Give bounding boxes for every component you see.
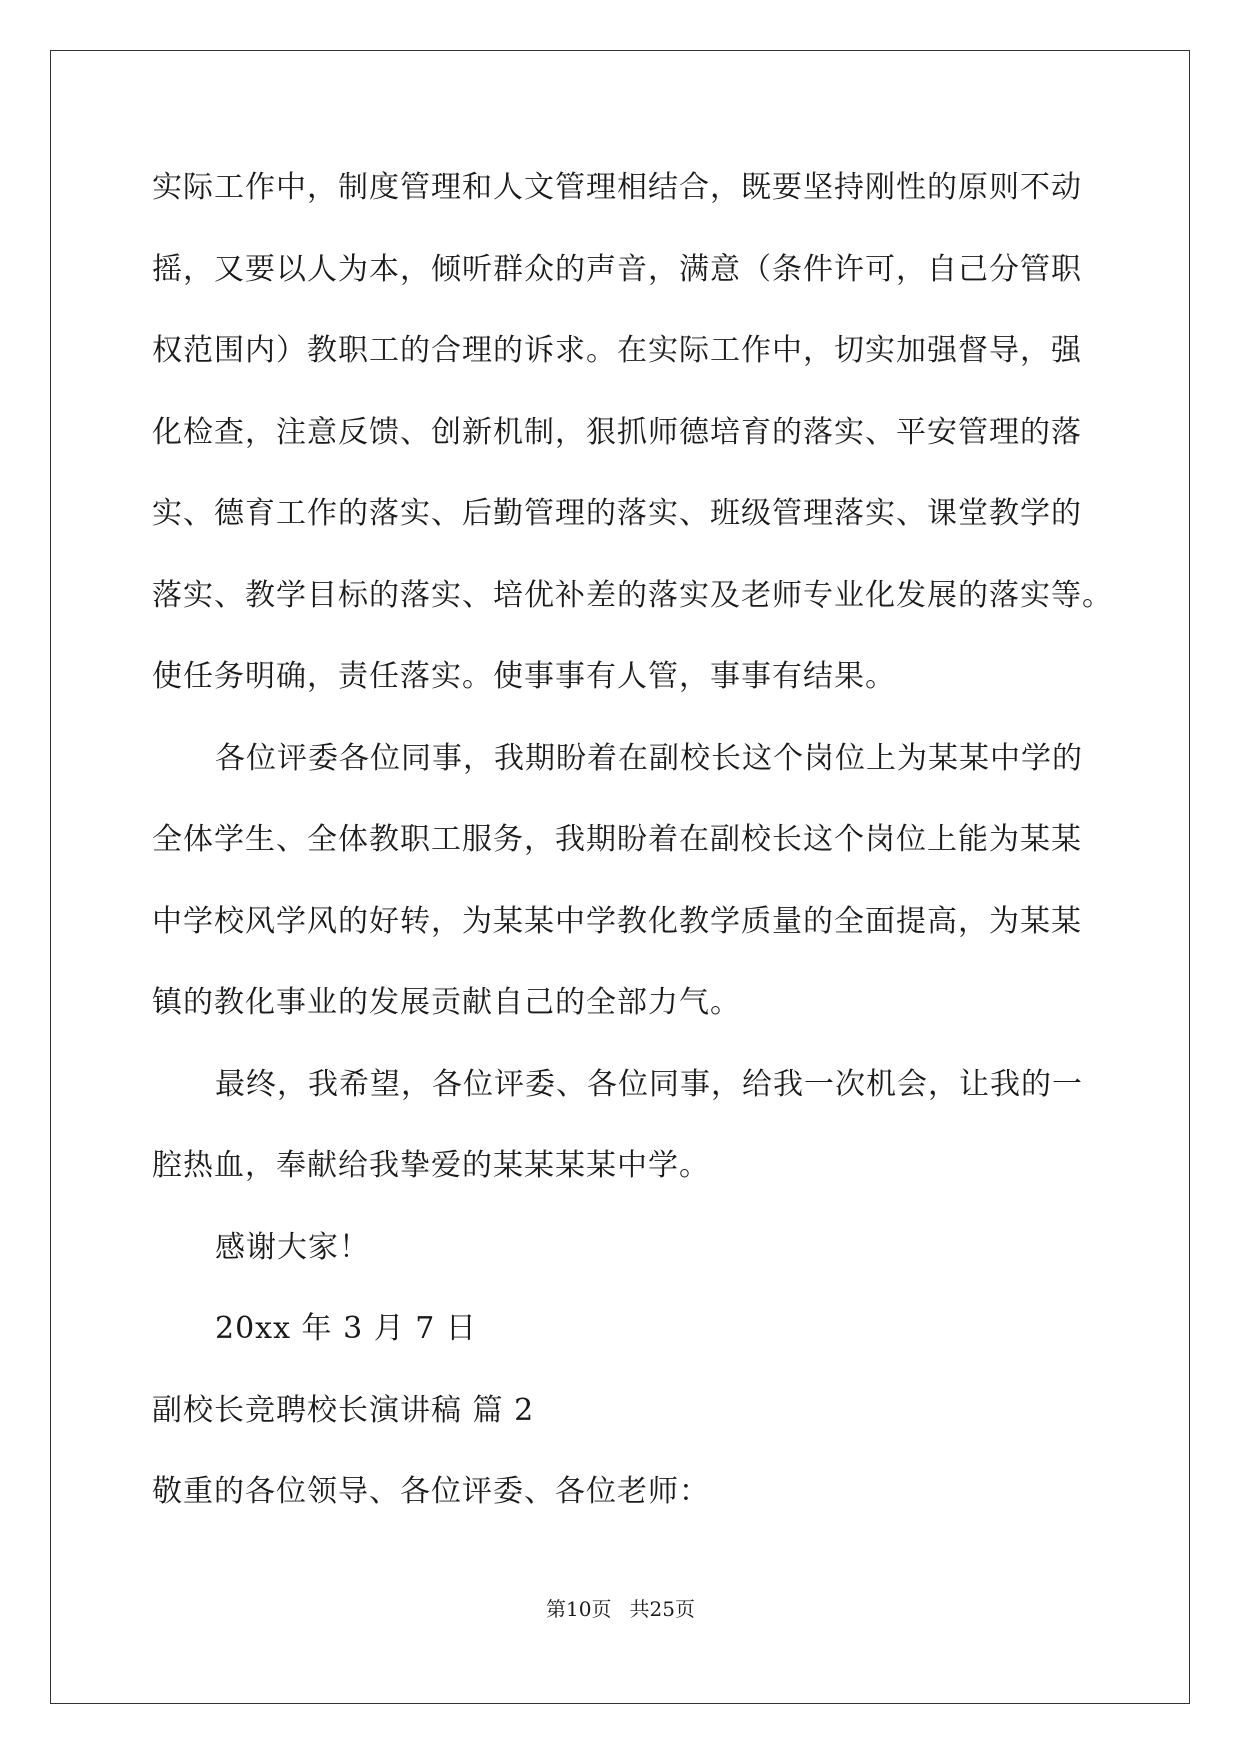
body-line-7: 使任务明确，责任落实。使事事有人管，事事有结果。 (152, 659, 896, 694)
body-line-5: 实、德育工作的落实、后勤管理的落实、班级管理落实、课堂教学的 (152, 496, 1082, 531)
page-number-total: 共25页 (629, 1597, 695, 1621)
body-line-1: 实际工作中，制度管理和人文管理相结合，既要坚持刚性的原则不动 (152, 170, 1082, 205)
body-line-11: 镇的教化事业的发展贡献自己的全部力气。 (152, 985, 741, 1020)
page-footer (0, 1593, 1241, 1622)
section-heading: 副校长竞聘校长演讲稿 篇 2 (152, 1392, 535, 1428)
document-date: 20xx 年 3 月 7 日 (215, 1311, 477, 1346)
closing-thanks: 感谢大家！ (215, 1229, 370, 1265)
body-line-13: 腔热血，奉献给我挚爱的某某某某中学。 (152, 1148, 710, 1183)
body-line-3: 权范围内）教职工的合理的诉求。在实际工作中，切实加强督导，强 (152, 333, 1082, 368)
page-number-current: 第10页 (546, 1597, 612, 1621)
body-line-4: 化检查，注意反馈、创新机制，狠抓师德培育的落实、平安管理的落 (152, 414, 1082, 450)
salutation: 敬重的各位领导、各位评委、各位老师： (152, 1474, 710, 1509)
body-line-6: 落实、教学目标的落实、培优补差的落实及老师专业化发展的落实等。 (152, 577, 1113, 613)
body-line-10: 中学校风学风的好转，为某某中学教化教学质量的全面提高，为某某 (152, 903, 1082, 939)
body-line-2: 摇，又要以人为本，倾听群众的声音，满意（条件许可，自己分管职 (152, 251, 1082, 287)
body-line-8: 各位评委各位同事，我期盼着在副校长这个岗位上为某某中学的 (215, 740, 1083, 776)
body-line-12: 最终，我希望，各位评委、各位同事，给我一次机会，让我的一 (215, 1066, 1083, 1102)
document-body (152, 158, 1112, 1544)
body-line-9: 全体学生、全体教职工服务，我期盼着在副校长这个岗位上能为某某 (152, 822, 1082, 857)
